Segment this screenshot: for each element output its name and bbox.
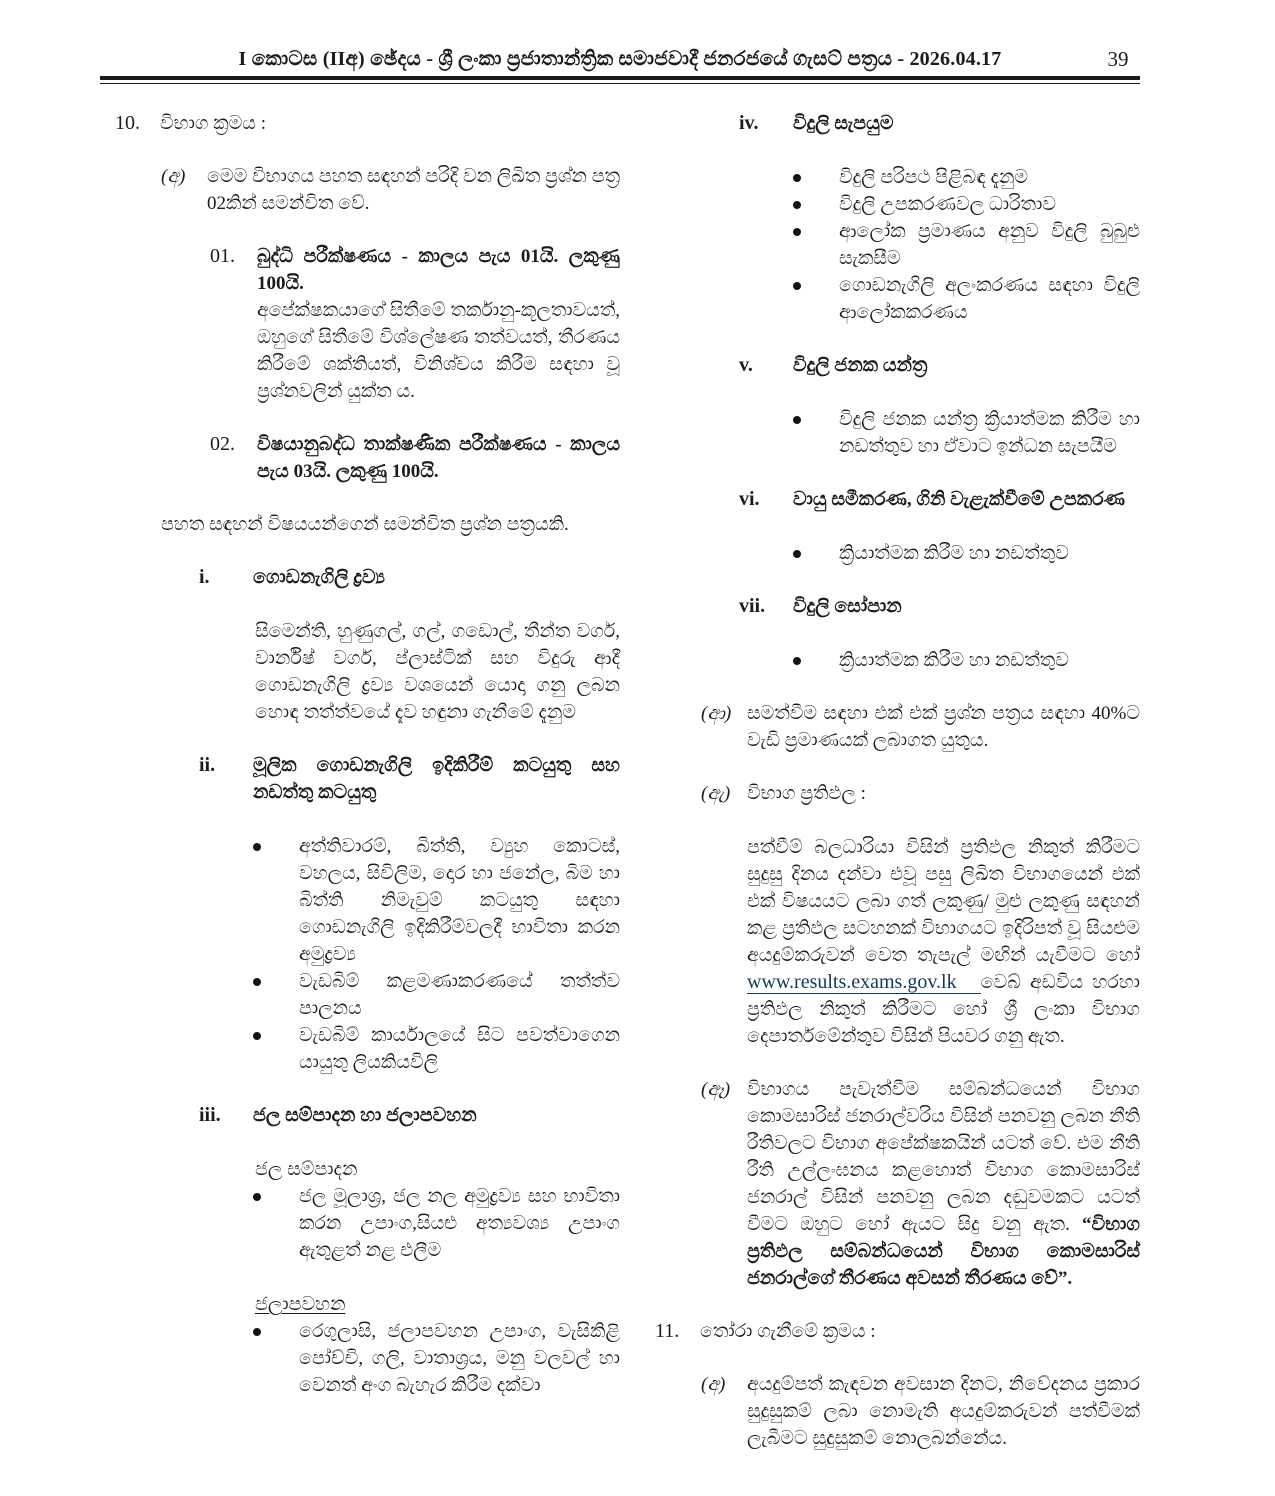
bullet-list: [253, 833, 620, 1076]
item-text: සමත්වීම සඳහා එක් එක් ප්‍රශ්න පත්‍රය සඳහා 40%ට වැඩි ප්‍රමාණයක් ලබාගත යුතුය.: [747, 703, 1140, 751]
bullet-text: විදුලි ජනක යන්ත්‍ර ක්‍රියාත්මක කිරීම හා නඩත්තුව හා ඒවාට ඉන්ධන සැපයීම: [839, 409, 1140, 457]
results-text-after-link: වෙබ් අඩවිය හරහා ප්‍රතිඵල නිකුත් කිරීමට හෝ ශ්‍රී ලංකා විභාග දෙපාර්තමේන්තුව විසින් පියවර ගනු ඇත.: [747, 972, 1140, 1047]
item-label: (අ): [701, 1374, 726, 1395]
list-item: [253, 1022, 620, 1076]
subject-title: මූලික ගොඩනැගිලි ඉදිකිරීම් කටයුතු සහ නඩත්තු කටයුතු: [253, 755, 620, 803]
bullet-icon: [253, 1318, 299, 1336]
bullet-icon: [793, 647, 839, 665]
list-item: [793, 406, 1140, 460]
list-item: [253, 968, 620, 1022]
list-item: [793, 191, 1140, 218]
bullet-icon: [253, 1183, 299, 1201]
section-10: [115, 110, 620, 137]
drainage-subheading: [255, 1291, 620, 1318]
subject-heading: [655, 486, 1140, 513]
subject-title: ගොඩනැගිලි ද්‍රව්‍ය: [253, 567, 385, 588]
bullet-text: අත්තිවාරම්, බිත්ති, ව්‍යුහ කොටස්, වහලය, සිවිලිම, දොර හා ජනේල, බිම හා බිත්ති නිමැවුම් කටයුතු සඳහා ගොඩනැගිලි ඉදිකිරීම්වලදී භාවිතා කරන අමුද්‍රව්‍ය: [299, 836, 620, 965]
item-text: [747, 1076, 1140, 1292]
bullet-icon: [793, 218, 839, 236]
list-item: [793, 272, 1140, 326]
list-item: [793, 164, 1140, 191]
item-label: (ආ): [701, 703, 732, 724]
exam-paper-02: [115, 431, 620, 485]
subject-heading: [655, 593, 1140, 620]
bullet-icon: [793, 191, 839, 209]
item-label: (ඈ): [701, 1079, 731, 1100]
bullet-list: [793, 406, 1140, 460]
rules-text-normal: විභාගය පැවැත්වීම සම්බන්ධයෙන් විභාග කොමසාරිස් ජනරාල්වරිය විසින් පනවනු ලබන නීති රීතිවලට විභාග අපේක්ෂකයින් යටත් වේ. එම නීති රීති උල්ලංඝනය කළහොත් විභාග කොමසාරිස් ජනරාල් විසින් පනවනු ලබන දඬුවමකට යටත් වීමට ඔහුට හෝ ඇයට සිදු වනු ඇත.: [747, 1079, 1140, 1235]
subject-iv: [655, 110, 1140, 326]
subject-number: i.: [199, 566, 210, 588]
list-item: [253, 1183, 620, 1264]
bullet-text: ගොඩනැගිලි අලංකරණය සඳහා විදුලි ආලෝකකරණය: [839, 275, 1140, 323]
bullet-text: විදුලි උපකරණවල ධාරිතාව: [839, 194, 1056, 215]
water-supply-subheading: ජල සම්පාදන: [255, 1159, 358, 1180]
right-column: [655, 106, 1140, 1452]
bullet-list: [793, 540, 1140, 567]
subjects-intro: පහත සඳහන් විෂයයන්ගෙන් සමන්විත ප්‍රශ්න පත්‍රයකි.: [161, 514, 569, 535]
subject-v: [655, 352, 1140, 460]
exam-paper-body: අපේක්ෂකයාගේ සිතීමේ තර්කානු-කූලතාවයත්, ඔහුගේ සිතීමේ විශ්ලේෂණ තත්වයත්, තීරණය කිරීමේ ශක්තියත්, විනිශ්චය කිරීම සඳහා වූ ප්‍රශ්නවලින් යුක්ත ය.: [257, 300, 620, 402]
bullet-icon: [253, 1022, 299, 1040]
bullet-list: [253, 1318, 620, 1399]
subject-body: සිමෙන්ති, හුණුගල්, ගල්, ගඩොල්, තීන්ත වර්ග, වාර්නිෂ් වර්ග, ප්ලාස්ටික් සහ විදුරු ආදී ගොඩනැගිලි ද්‍රව්‍ය වශයෙන් යොදා ගනු ලබන හොඳ තත්ත්වයේ දැව හඳුනා ගැනීමේ දැනුම: [255, 621, 620, 723]
subject-heading: [655, 110, 1140, 137]
bullet-text: වැඩබිම් කාර්යාලයේ සිට පවත්වාගෙන යායුතු ලියකියවිලි: [299, 1025, 620, 1073]
item-a-exam-method: [115, 163, 620, 217]
bullet-text: ක්‍රියාත්මක කිරීම හා නඩත්තුව: [839, 543, 1069, 564]
item-ae-exam-results: [655, 780, 1140, 1050]
section-number: 10.: [115, 112, 140, 134]
page-number: 39: [1107, 47, 1129, 71]
list-item: [793, 647, 1140, 674]
bullet-text: ජල මූලාශ්‍ර, ජල නල අමුද්‍රව්‍ය සහ භාවිතා කරන උපාංග,සියළු අත්‍යවශ්‍ය උපාංග ඇතුළත් නළ එලීම: [299, 1186, 620, 1261]
bullet-icon: [793, 272, 839, 290]
subject-ii: [115, 752, 620, 1076]
exam-paper-number: 02.: [210, 433, 235, 455]
section-title: තෝරා ගැනීමේ ක්‍රමය :: [700, 1321, 876, 1342]
subject-heading: [115, 1102, 620, 1129]
section-number: 11.: [655, 1320, 680, 1342]
results-text-before-link: පත්වීම් බලධාරියා විසින් ප්‍රතිඵල නිකුත් කිරීමට සුදුසු දිනය දන්වා එවූ පසු ලිඛිත විභාගයෙන් එක් එක් විෂයයට ලබා ගත් ලකුණු/ මුළු ලකුණු සඳහන් කළ ප්‍රතිඵල සටහනක් විභාගයට ඉදිරිපත් වූ සියළුම අයදුම්කරුවන් වෙත තැපැල් මඟින් යැවීමට හෝ: [747, 837, 1140, 966]
drainage-subheading-text: ජලාපවහන: [255, 1294, 346, 1315]
rules-text-bold-quote: “විභාග ප්‍රතිඵල සම්බන්ධයෙන් විභාග කොමසාරිස් ජනරාල්ගේ තීරණය අවසන් තීරණය වේ”.: [747, 1214, 1140, 1289]
subject-number: iv.: [739, 112, 759, 134]
subject-number: ii.: [199, 754, 216, 776]
bullet-list: [793, 647, 1140, 674]
subject-number: vii.: [739, 595, 766, 617]
exam-paper-01: [115, 243, 620, 405]
bullet-list: [793, 164, 1140, 326]
subject-title: විදුලි ජනක යන්ත්‍ර: [793, 355, 928, 376]
subject-i: [115, 564, 620, 726]
exam-paper-title: විෂයානුබද්ධ තාක්ෂණික පරීක්ෂණය - කාලය පැය 03යි. ලකුණු 100යි.: [257, 434, 620, 482]
item-label: (ඇ): [701, 783, 731, 804]
list-item: [253, 1318, 620, 1399]
bullet-list: [253, 1183, 620, 1264]
subject-title: වායු සමීකරණ, ගිනි වැළැක්වීමේ උපකරණ: [793, 489, 1125, 510]
subject-vii: [655, 593, 1140, 674]
bullet-text: ක්‍රියාත්මක කිරීම හා නඩත්තුව: [839, 650, 1069, 671]
list-item: [253, 833, 620, 968]
exam-paper-title: බුද්ධි පරීක්ෂණය - කාලය පැය 01යි. ලකුණු 100යි.: [257, 246, 620, 294]
results-website-link[interactable]: www.results.exams.gov.lk: [747, 971, 981, 994]
bullet-text: විදුලි පරිපථ පිළිබඳ දැනුම: [839, 167, 1029, 188]
item-text: මෙම විභාගය පහත සඳහන් පරිදි වන ලිඛිත ප්‍රශ්න පත්‍ර 02කින් සමන්විත වේ.: [207, 166, 620, 214]
results-paragraph: [747, 834, 1140, 1050]
subject-heading: [115, 564, 620, 591]
exam-paper-number: 01.: [210, 245, 235, 267]
subject-title: විදුලි සෝපාන: [793, 596, 902, 617]
bullet-icon: [253, 968, 299, 986]
subject-heading: [115, 752, 620, 806]
gazette-header-title: I කොටස (IIඅ) ඡේදය - ශ්‍රී ලංකා ප්‍රජාතාන්ත්‍රික සමාජවාදී ජනරජයේ ගැසට් පත්‍රය - 2026.04.17: [238, 48, 1002, 70]
subject-number: v.: [739, 354, 753, 376]
subject-vi: [655, 486, 1140, 567]
list-item: [793, 218, 1140, 272]
item-label: (අ): [161, 166, 186, 187]
list-item: [793, 540, 1140, 567]
item-text: අයදුම්පත් කැඳවන අවසාන දිනට, නිවේදනය ප්‍රකාර සුදුසුකම් ලබා නොමැති අයදුම්කරුවන් පත්වීමක් ලැබීමට සුදුසුකම් නොලබන්නේය.: [747, 1374, 1140, 1449]
bullet-icon: [793, 406, 839, 424]
bullet-icon: [793, 540, 839, 558]
bullet-icon: [793, 164, 839, 182]
subject-number: iii.: [199, 1104, 221, 1126]
item-aae-exam-rules: [655, 1076, 1140, 1292]
subject-heading: [655, 352, 1140, 379]
bullet-text: වැඩබිම් කළමණාකරණයේ තත්ත්ව පාලනය: [299, 971, 620, 1019]
subject-iii: [115, 1102, 620, 1399]
section-11: [655, 1318, 1140, 1345]
subject-title: විදුලි සැපයුම: [793, 113, 894, 134]
two-column-body: [115, 106, 1140, 1452]
item-heading: [655, 780, 1140, 807]
subject-title: ජල සම්පාදන හා ජලාපවහන: [253, 1105, 477, 1126]
item-title: විභාග ප්‍රතිඵල :: [747, 783, 866, 804]
left-column: [115, 106, 620, 1399]
section-title: විභාග ක්‍රමය :: [160, 113, 266, 134]
bullet-text: රෙගුලාසි, ජලාපවහන උපාංග, වැසිකිළි පෝච්චි, ගලි, වාතාශ්‍රය, මනු වලවල් හා වෙනත් අංග බැහැර කිරීම දක්වා: [299, 1321, 620, 1396]
item-aa-pass-mark: [655, 700, 1140, 754]
header-rule: [100, 76, 1140, 84]
bullet-icon: [253, 833, 299, 851]
subject-number: vi.: [739, 488, 760, 510]
item-a-selection-method: [655, 1371, 1140, 1452]
bullet-text: ආලෝක ප්‍රමාණය අනුව විදුලි බුබුළු සැකසීම: [839, 221, 1140, 269]
